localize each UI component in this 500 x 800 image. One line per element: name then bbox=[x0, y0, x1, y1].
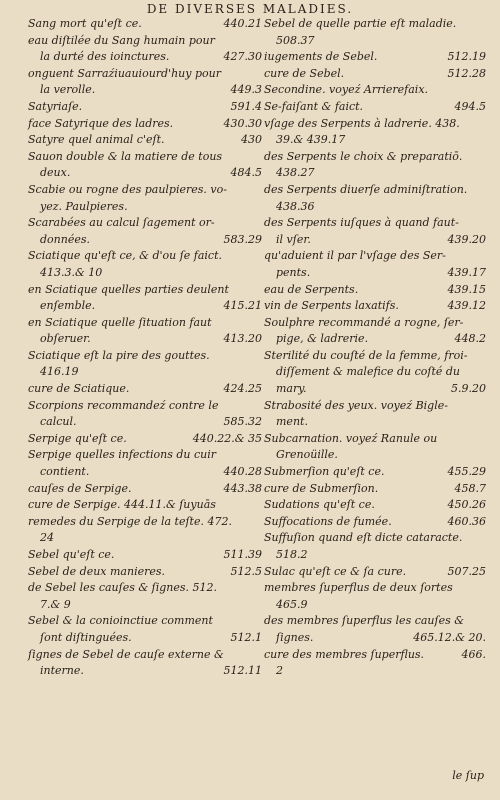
index-entry bbox=[264, 298, 486, 315]
index-entry bbox=[28, 398, 262, 431]
entry-text: des Serpents diuerſe adminiſtration. bbox=[264, 182, 468, 196]
entry-text: Sudations qu'eſt ce. bbox=[264, 498, 375, 512]
index-entry bbox=[28, 497, 262, 514]
index-entry-line bbox=[264, 580, 486, 597]
entry-text: iugements de Sebel. bbox=[264, 50, 378, 64]
entry-text: il vſer. bbox=[276, 232, 311, 246]
page-reference: 439.20 bbox=[447, 232, 486, 246]
page-reference: 512.5 bbox=[230, 564, 262, 578]
index-entry bbox=[264, 348, 486, 398]
index-entry bbox=[264, 564, 486, 581]
entry-text: Sebel qu'eſt ce. bbox=[28, 548, 115, 561]
index-entry-line bbox=[28, 431, 262, 448]
index-column-right bbox=[264, 16, 486, 680]
entry-text: vin de Serpents laxatifs. bbox=[264, 299, 399, 313]
index-entry-line bbox=[264, 381, 486, 398]
index-entry-line bbox=[28, 199, 262, 216]
index-entry-line bbox=[264, 647, 486, 664]
index-entry-line bbox=[28, 364, 262, 381]
index-entry-line bbox=[264, 564, 486, 581]
page-reference: 512.28 bbox=[447, 66, 486, 80]
index-entry bbox=[28, 564, 262, 581]
index-entry-line bbox=[28, 414, 262, 431]
index-entry bbox=[28, 348, 262, 381]
page-reference: 443.38 bbox=[223, 481, 262, 495]
index-entry bbox=[28, 282, 262, 315]
index-entry-line bbox=[28, 663, 262, 680]
page-reference: 448.2 bbox=[454, 332, 486, 346]
index-entry-line bbox=[28, 315, 262, 332]
index-entry-line bbox=[264, 348, 486, 365]
page-reference: 466. bbox=[461, 647, 486, 661]
entry-text: contient. bbox=[40, 465, 90, 479]
index-entry-line bbox=[28, 530, 262, 547]
index-entry-line bbox=[264, 99, 486, 116]
entry-text: 518.2 bbox=[276, 548, 308, 561]
index-entry bbox=[28, 33, 262, 66]
page-reference: 512.1 bbox=[230, 630, 262, 644]
index-entry-line bbox=[28, 497, 262, 514]
index-entry bbox=[28, 381, 262, 398]
index-entry-line bbox=[264, 248, 486, 265]
index-entry-line bbox=[28, 49, 262, 66]
index-entry-line bbox=[28, 182, 262, 199]
page-reference: 460.36 bbox=[447, 514, 486, 528]
index-entry-line bbox=[264, 33, 486, 50]
index-entry bbox=[264, 514, 486, 531]
index-entry bbox=[264, 431, 486, 464]
entry-text: yez. Paulpieres. bbox=[40, 199, 128, 213]
index-entry bbox=[264, 464, 486, 481]
index-entry bbox=[264, 116, 486, 149]
page-reference: 440.21 bbox=[223, 17, 262, 30]
page-header: DE DIVERSES MALADIES. bbox=[146, 2, 354, 16]
page-reference: 430 bbox=[241, 133, 262, 147]
index-column-left bbox=[28, 16, 262, 680]
page-reference: 440.22.& 35 bbox=[192, 431, 262, 445]
index-entry bbox=[28, 149, 262, 182]
entry-text: membres ſuperflus de deux ſortes bbox=[264, 581, 453, 595]
index-entry-line bbox=[28, 66, 262, 83]
index-entry-line bbox=[264, 116, 486, 133]
index-entry-line bbox=[28, 580, 262, 597]
entry-text: cure de Sebel. bbox=[264, 66, 345, 80]
index-entry bbox=[264, 647, 486, 680]
entry-text: Sulac qu'eſt ce & ſa cure. bbox=[264, 564, 407, 578]
index-entry-line bbox=[264, 165, 486, 182]
index-entry-line bbox=[264, 481, 486, 498]
entry-text: Sterilité du couſté de la femme, froi- bbox=[264, 348, 468, 362]
entry-text: enſemble. bbox=[40, 299, 96, 313]
entry-text: Serpige qu'eſt ce. bbox=[28, 431, 127, 445]
entry-text: cure des membres ſuperflus. bbox=[264, 647, 425, 661]
page-reference: 439.12 bbox=[447, 299, 486, 313]
entry-text: de Sebel les cauſes & ſignes. 512. bbox=[28, 581, 217, 595]
index-entry bbox=[264, 497, 486, 514]
index-entry-line bbox=[264, 265, 486, 282]
entry-text: Subcarnation. voyeź Ranule ou bbox=[264, 431, 438, 445]
index-entry bbox=[264, 282, 486, 299]
entry-text: pige, & ladrerie. bbox=[276, 332, 369, 346]
index-entry-line bbox=[264, 282, 486, 299]
index-entry-line bbox=[28, 613, 262, 630]
index-entry-line bbox=[28, 447, 262, 464]
entry-text: Strabosité des yeux. voyeź Bigle- bbox=[264, 398, 448, 412]
index-entry-line bbox=[264, 597, 486, 614]
page-reference: 415.21 bbox=[223, 299, 262, 313]
entry-text: 438.27 bbox=[276, 166, 315, 180]
index-entry bbox=[28, 215, 262, 248]
index-entry-line bbox=[264, 514, 486, 531]
index-entry-line bbox=[264, 497, 486, 514]
index-entry-line bbox=[28, 116, 262, 133]
entry-text: 416.19 bbox=[40, 365, 79, 379]
entry-text: la verolle. bbox=[40, 83, 96, 97]
page-reference: 583.29 bbox=[223, 232, 262, 246]
index-entry-line bbox=[264, 232, 486, 249]
index-entry-line bbox=[264, 414, 486, 431]
index-entry bbox=[28, 580, 262, 613]
index-entry bbox=[264, 530, 486, 563]
index-entry-line bbox=[264, 149, 486, 166]
index-entry-line bbox=[264, 49, 486, 66]
index-entry-line bbox=[28, 464, 262, 481]
entry-text: Sebel de deux manieres. bbox=[28, 564, 166, 578]
entry-text: en Sciatique quelle ſituation faut bbox=[28, 315, 212, 329]
entry-text: pents. bbox=[276, 265, 311, 279]
entry-text: Submerſion qu'eſt ce. bbox=[264, 465, 385, 479]
index-entry bbox=[264, 149, 486, 182]
page-reference: 5.9.20 bbox=[451, 382, 486, 396]
entry-text: ſignes de Sebel de cauſe externe & bbox=[28, 647, 224, 661]
entry-text: 2 bbox=[276, 664, 283, 678]
index-entry bbox=[28, 132, 262, 149]
page-reference: 430.30 bbox=[223, 116, 262, 130]
index-entry-line bbox=[28, 132, 262, 149]
entry-text: mary. bbox=[276, 382, 307, 396]
entry-text: calcul. bbox=[40, 415, 77, 429]
index-entry-line bbox=[28, 298, 262, 315]
index-entry bbox=[28, 431, 262, 448]
index-entry-line bbox=[264, 464, 486, 481]
index-entry-line bbox=[28, 215, 262, 232]
index-entry-line bbox=[28, 232, 262, 249]
index-entry bbox=[264, 215, 486, 248]
index-entry-line bbox=[264, 199, 486, 216]
page-reference: 512.19 bbox=[447, 50, 486, 64]
index-entry bbox=[264, 248, 486, 281]
index-entry-line bbox=[28, 348, 262, 365]
index-entry-line bbox=[264, 315, 486, 332]
entry-text: Soulphre recommandé a rogne, ſer- bbox=[264, 315, 464, 329]
entry-text: diſſement & malefice du coſté du bbox=[276, 365, 460, 379]
index-entry-line bbox=[264, 182, 486, 199]
entry-text: 39.& 439.17 bbox=[276, 133, 346, 147]
entry-text: Satyre quel animal c'eſt. bbox=[28, 133, 165, 147]
entry-text: cure de Sciatique. bbox=[28, 382, 130, 396]
index-entry-line bbox=[28, 282, 262, 299]
index-entry bbox=[28, 547, 262, 564]
entry-text: 438.36 bbox=[276, 199, 315, 213]
entry-text: vſage des Serpents à ladrerie. 438. bbox=[264, 116, 460, 130]
page-reference: 465.12.& 20. bbox=[413, 630, 486, 644]
index-entry bbox=[28, 447, 262, 480]
index-entry-line bbox=[28, 514, 262, 531]
entry-text: des membres ſuperflus les cauſes & bbox=[264, 614, 465, 628]
index-entry-line bbox=[264, 331, 486, 348]
entry-text: ſont diſtinguées. bbox=[40, 630, 132, 644]
page-reference: 484.5 bbox=[230, 166, 262, 180]
entry-text: interne. bbox=[40, 664, 84, 678]
index-entry bbox=[28, 613, 262, 646]
index-entry-line bbox=[28, 149, 262, 166]
index-entry-line bbox=[28, 381, 262, 398]
entry-text: deux. bbox=[40, 166, 71, 180]
index-entry-line bbox=[264, 298, 486, 315]
entry-text: cauſes de Serpige. bbox=[28, 481, 132, 495]
entry-text: des Serpents le choix & preparatiō. bbox=[264, 149, 463, 163]
entry-text: eau de Serpents. bbox=[264, 282, 359, 296]
index-entry bbox=[264, 580, 486, 613]
index-entry bbox=[264, 49, 486, 66]
page-reference: 585.32 bbox=[223, 415, 262, 429]
entry-text: onguent Sarraźiuauiourd'huy pour bbox=[28, 66, 221, 80]
entry-text: 7.& 9 bbox=[40, 597, 71, 611]
entry-text: Grenoüille. bbox=[276, 448, 338, 462]
index-entry bbox=[28, 182, 262, 215]
entry-text: Sang mort qu'eſt ce. bbox=[28, 17, 142, 30]
entry-text: ſignes. bbox=[276, 630, 314, 644]
page-reference: 439.15 bbox=[447, 282, 486, 296]
entry-text: cure de Submerſion. bbox=[264, 481, 379, 495]
entry-text: face Satyrique des ladres. bbox=[28, 116, 174, 130]
page-reference: 512.11 bbox=[223, 664, 262, 678]
index-entry bbox=[28, 66, 262, 99]
index-entry-line bbox=[28, 630, 262, 647]
entry-text: Sciatique qu'eſt ce, & d'ou ſe faict. bbox=[28, 249, 223, 263]
entry-text: 465.9 bbox=[276, 597, 308, 611]
index-entry bbox=[28, 514, 262, 547]
index-entry-line bbox=[28, 547, 262, 564]
index-entry-line bbox=[264, 630, 486, 647]
index-entry-line bbox=[264, 663, 486, 680]
index-entry bbox=[28, 315, 262, 348]
entry-text: remedes du Serpige de la teſte. 472. bbox=[28, 514, 232, 528]
index-entry bbox=[264, 315, 486, 348]
entry-text: Se-faiſant & faict. bbox=[264, 99, 364, 113]
index-entry-line bbox=[28, 398, 262, 415]
index-entry-line bbox=[28, 165, 262, 182]
index-entry-line bbox=[264, 547, 486, 564]
index-entry-line bbox=[264, 66, 486, 83]
index-entry-line bbox=[264, 82, 486, 99]
index-entry bbox=[28, 116, 262, 133]
entry-text: la durté des ioinctures. bbox=[40, 50, 170, 64]
entry-text: Serpige quelles infections du cuir bbox=[28, 448, 217, 462]
entry-text: Sebel & la conioinctiue comment bbox=[28, 614, 213, 628]
index-entry-line bbox=[264, 132, 486, 149]
index-entry bbox=[28, 99, 262, 116]
entry-text: cure de Serpige. 444.11.& ſuyuās bbox=[28, 498, 216, 512]
entry-text: des Serpents iuſques à quand faut- bbox=[264, 216, 459, 230]
page-reference: 507.25 bbox=[447, 564, 486, 578]
index-entry-line bbox=[264, 447, 486, 464]
entry-text: ment. bbox=[276, 415, 308, 429]
page-reference: 591.4 bbox=[230, 99, 262, 113]
index-entry-line bbox=[28, 33, 262, 50]
page-reference: 449.3 bbox=[230, 83, 262, 97]
entry-text: Suffocations de fumée. bbox=[264, 514, 392, 528]
index-entry-line bbox=[28, 248, 262, 265]
index-entry-line bbox=[264, 431, 486, 448]
entry-text: Sauon double & la matiere de tous bbox=[28, 149, 223, 163]
entry-text: 24 bbox=[40, 531, 54, 545]
index-entry-line bbox=[28, 265, 262, 282]
page-reference: 439.17 bbox=[447, 265, 486, 279]
page-reference: 424.25 bbox=[223, 382, 262, 396]
index-entry-line bbox=[28, 99, 262, 116]
entry-text: eau diſtilée du Sang humain pour bbox=[28, 33, 215, 47]
entry-text: Scabie ou rogne des paulpieres. vo- bbox=[28, 182, 227, 196]
index-entry bbox=[264, 66, 486, 83]
index-entry bbox=[264, 481, 486, 498]
entry-text: 413.3.& 10 bbox=[40, 265, 103, 279]
page-reference: 440.28 bbox=[223, 465, 262, 479]
index-entry bbox=[264, 182, 486, 215]
page-reference: 450.26 bbox=[447, 498, 486, 512]
entry-text: qu'aduient il par l'vſage des Ser- bbox=[264, 249, 446, 263]
entry-text: Secondine. voyeź Arrierefaix. bbox=[264, 83, 429, 97]
index-entry-line bbox=[264, 613, 486, 630]
index-entry-line bbox=[264, 215, 486, 232]
entry-text: Suffuſion quand eſt dicte cataracte. bbox=[264, 531, 463, 545]
page-reference: 427.30 bbox=[223, 50, 262, 64]
index-entry bbox=[264, 82, 486, 99]
page-reference: 455.29 bbox=[447, 465, 486, 479]
index-entry-line bbox=[264, 364, 486, 381]
index-entry-line bbox=[28, 597, 262, 614]
catchword: le ſup bbox=[452, 769, 484, 782]
entry-text: Scarabées au calcul ſagement or- bbox=[28, 216, 215, 230]
index-entry bbox=[264, 16, 486, 49]
index-entry bbox=[28, 481, 262, 498]
index-entry bbox=[264, 398, 486, 431]
index-entry-line bbox=[28, 331, 262, 348]
index-entry bbox=[28, 647, 262, 680]
entry-text: obſeruer. bbox=[40, 332, 91, 346]
index-entry-line bbox=[28, 564, 262, 581]
index-entry-line bbox=[28, 16, 262, 33]
index-entry-line bbox=[28, 82, 262, 99]
page-reference: 494.5 bbox=[454, 99, 486, 113]
entry-text: Sebel de quelle partie eſt maladie. bbox=[264, 17, 457, 30]
index-entry-line bbox=[28, 647, 262, 664]
index-entry bbox=[264, 99, 486, 116]
entry-text: Satyriaſe. bbox=[28, 99, 83, 113]
index-entry bbox=[28, 16, 262, 33]
entry-text: Sciatique eſt la pire des gouttes. bbox=[28, 348, 210, 362]
page-reference: 511.39 bbox=[223, 548, 262, 561]
page-reference: 458.7 bbox=[454, 481, 486, 495]
index-entry bbox=[264, 613, 486, 646]
index-entry-line bbox=[264, 530, 486, 547]
entry-text: en Sciatique quelles parties deulent bbox=[28, 282, 229, 296]
page-reference: 413.20 bbox=[223, 332, 262, 346]
index-entry-line bbox=[264, 398, 486, 415]
index-entry bbox=[28, 248, 262, 281]
entry-text: Scorpions recommandeź contre le bbox=[28, 398, 219, 412]
entry-text: données. bbox=[40, 232, 90, 246]
entry-text: 508.37 bbox=[276, 33, 315, 47]
index-entry-line bbox=[28, 481, 262, 498]
index-entry-line bbox=[264, 16, 486, 33]
